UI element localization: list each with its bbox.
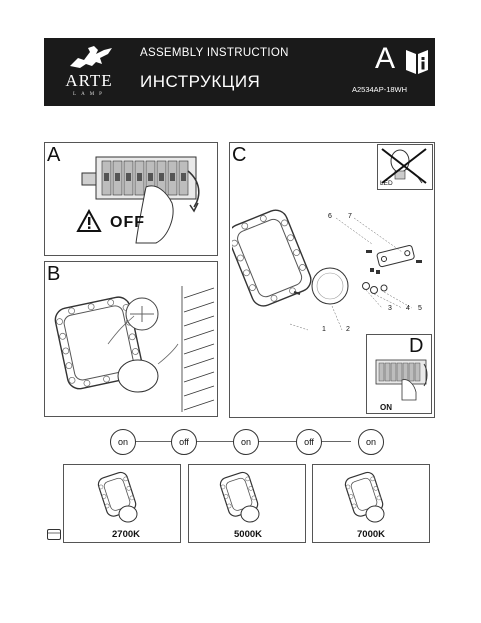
- callout-7: 7: [348, 213, 352, 220]
- temp-label-7000k: 7000K: [357, 529, 385, 540]
- switch-step-on: on: [110, 429, 136, 455]
- callout-6: 6: [328, 213, 332, 220]
- callout-1: 1: [322, 326, 326, 333]
- title-russian: ИНСТРУКЦИЯ: [140, 72, 261, 91]
- panel-d-label: D: [409, 335, 424, 357]
- switch-step-off: off: [296, 429, 322, 455]
- callout-5: 5: [418, 305, 422, 312]
- temp-label-2700k: 2700K: [112, 529, 140, 540]
- info-book-icon: [404, 46, 430, 76]
- callout-4: 4: [406, 305, 410, 312]
- panel-b-label: B: [47, 263, 61, 285]
- wiring-illustration: [48, 284, 216, 414]
- lamp-5000k-illustration: [216, 468, 266, 526]
- switch-step-on: on: [233, 429, 259, 455]
- model-number: A2534AP-18WH: [352, 85, 408, 94]
- callout-2: 2: [346, 326, 350, 333]
- griffin-logo-icon: [64, 44, 116, 70]
- panel-c-label: C: [232, 144, 247, 166]
- switch-step-on: on: [358, 429, 384, 455]
- off-warning-text: OFF: [110, 214, 145, 231]
- warning-triangle-icon: [76, 209, 102, 233]
- switch-step-off: off: [171, 429, 197, 455]
- on-text: ON: [380, 403, 392, 412]
- package-box-icon: [47, 529, 61, 540]
- led-label: LED: [380, 180, 393, 187]
- lamp-7000k-illustration: [341, 468, 391, 526]
- section-letter: A: [375, 42, 396, 75]
- lamp-2700k-illustration: [94, 468, 144, 526]
- exploded-view-illustration: [232, 196, 432, 346]
- panel-a-label: A: [47, 144, 61, 166]
- title-english: ASSEMBLY INSTRUCTION: [140, 47, 289, 59]
- brand-name: ARTE: [65, 71, 113, 90]
- callout-3: 3: [388, 305, 392, 312]
- breaker-on-illustration: [368, 356, 430, 402]
- temp-label-5000k: 5000K: [234, 529, 262, 540]
- circuit-breaker-illustration: [76, 147, 216, 252]
- brand-subtitle: LAMP: [73, 92, 107, 97]
